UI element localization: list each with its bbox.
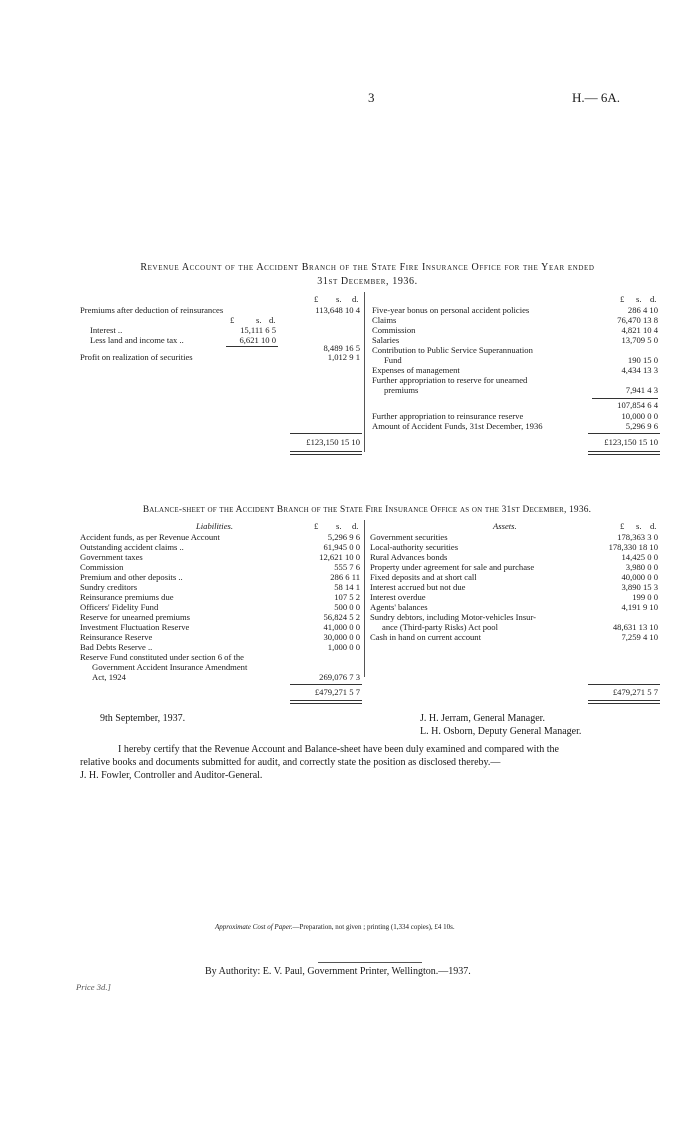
- inner-s-header: s.: [256, 315, 262, 325]
- liability-amount: 30,000 0 0: [323, 632, 360, 642]
- premiums-label: Premiums after deduction of reinsurances: [80, 305, 224, 315]
- assets-heading: Assets.: [493, 521, 517, 531]
- general-manager: J. H. Jerram, General Manager.: [420, 713, 545, 724]
- liability-label: Government Accident Insurance Amendment: [92, 662, 248, 672]
- cost-text: —Preparation, not given ; printing (1,334 copies), £4 10s.: [292, 923, 455, 931]
- bal-left-s-header: s.: [336, 521, 342, 531]
- bal-right-s-header: s.: [636, 521, 642, 531]
- assets-total-rule-bottom: [588, 700, 660, 701]
- bal-right-pound-header: £: [620, 521, 625, 531]
- asset-amount: 7,259 4 10: [621, 632, 658, 642]
- fund-label: Fund: [384, 355, 402, 365]
- liability-amount: 41,000 0 0: [323, 622, 360, 632]
- rev-right-total-rule-bottom: [588, 451, 660, 452]
- premiums-amount: 113,648 10 4: [315, 305, 360, 315]
- balance-center-rule: [364, 520, 365, 677]
- commission-label: Commission: [372, 325, 416, 335]
- liabilities-heading: Liabilities.: [196, 521, 234, 531]
- assets-total: £479,271 5 7: [612, 687, 658, 697]
- bal-left-d-header: d.: [352, 521, 359, 531]
- price: Price 3d.]: [76, 982, 111, 992]
- certificate-line2: relative books and documents submitted for audit, and correctly state the position as disclosed thereby.—: [80, 757, 501, 768]
- revenue-title-line1: Revenue Account of the Accident Branch of the State Fire Insurance Office for the Year ended: [140, 262, 595, 273]
- unearned-label: Further appropriation to reserve for unearned: [372, 375, 528, 385]
- salaries-amount: 13,709 5 0: [621, 335, 658, 345]
- interest-label: Interest ..: [90, 325, 123, 335]
- less-tax-label: Less land and income tax ..: [90, 335, 184, 345]
- rev-left-pound-header: £: [314, 294, 319, 304]
- asset-label: Fixed deposits and at short call: [370, 572, 477, 582]
- inner-d-header: d.: [269, 315, 276, 325]
- deputy-general-manager: L. H. Osborn, Deputy General Manager.: [420, 726, 582, 737]
- liability-label: Reserve for unearned premiums: [80, 612, 191, 622]
- cost-label: Approximate Cost of Paper.: [215, 923, 293, 931]
- superannuation-label: Contribution to Public Service Superannuation: [372, 345, 533, 355]
- asset-amount: 48,631 13 10: [612, 622, 658, 632]
- premiums-sub-label: premiums: [384, 385, 419, 395]
- rev-right-total-rule-double: [588, 454, 660, 455]
- liability-amount: 269,076 7 3: [319, 672, 360, 682]
- footer-rule: [318, 962, 422, 963]
- asset-label: Government securities: [370, 532, 448, 542]
- liability-label: Sundry creditors: [80, 582, 138, 592]
- unearned-amount: 7,941 4 3: [625, 385, 658, 395]
- asset-amount: 178,363 3 0: [617, 532, 658, 542]
- profit-amount: 1,012 9 1: [327, 352, 360, 362]
- inner-pound-header: £: [230, 315, 235, 325]
- asset-label: Cash in hand on current account: [370, 632, 481, 642]
- liability-amount: 58 14 1: [334, 582, 360, 592]
- liability-label: Outstanding accident claims ..: [80, 542, 184, 552]
- liabilities-total-rule-double: [290, 703, 362, 704]
- interest-underline: [226, 346, 278, 347]
- profit-label: Profit on realization of securities: [80, 352, 193, 362]
- bonus-label: Five-year bonus on personal accident policies: [372, 305, 530, 315]
- printer-authority: By Authority: E. V. Paul, Government Printer, Wellington.—1937.: [205, 966, 471, 977]
- asset-label: Rural Advances bonds: [370, 552, 448, 562]
- liability-label: Government taxes: [80, 552, 143, 562]
- revenue-title-line2: 31st December, 1936.: [317, 276, 418, 287]
- less-tax-amount: 6,621 10 0: [239, 335, 276, 345]
- liabilities-total: £479,271 5 7: [314, 687, 360, 697]
- rev-left-s-header: s.: [336, 294, 342, 304]
- asset-label: Agents' balances: [370, 602, 428, 612]
- liability-label: Investment Fluctuation Reserve: [80, 622, 190, 632]
- liabilities-total-rule-top: [290, 684, 362, 685]
- bal-left-pound-header: £: [314, 521, 319, 531]
- expenses-label: Expenses of management: [372, 365, 460, 375]
- liability-amount: 61,945 0 0: [323, 542, 360, 552]
- revenue-center-rule: [364, 292, 365, 452]
- cost-of-paper: [215, 923, 455, 931]
- rev-right-total: £123,150 15 10: [604, 437, 658, 447]
- asset-amount: 4,191 9 10: [621, 602, 658, 612]
- further-reserve-amount: 10,000 0 0: [621, 411, 658, 421]
- document-reference: H.— 6A.: [572, 90, 621, 105]
- net-interest-amount: 8,489 16 5: [323, 343, 360, 353]
- assets-total-rule-top: [588, 684, 660, 685]
- rev-left-total: £123,150 15 10: [306, 437, 360, 447]
- liability-amount: 286 6 11: [330, 572, 360, 582]
- liability-label: Accident funds, as per Revenue Account: [80, 532, 220, 542]
- liability-amount: 12,621 10 0: [319, 552, 360, 562]
- accident-funds-label: Amount of Accident Funds, 31st December, 1936: [372, 421, 543, 431]
- claims-label: Claims: [372, 315, 397, 325]
- certificate-signature: J. H. Fowler, Controller and Auditor-General.: [80, 770, 263, 781]
- liability-amount: 500 0 0: [334, 602, 360, 612]
- rev-right-subtotal-rule: [592, 398, 658, 399]
- liability-amount: 1,000 0 0: [327, 642, 360, 652]
- fund-amount: 190 15 0: [627, 355, 658, 365]
- rev-right-subtotal: 107,854 6 4: [617, 400, 658, 410]
- rev-right-d-header: d.: [650, 294, 657, 304]
- rev-right-total-rule-top: [588, 433, 660, 434]
- liability-label: Reinsurance premiums due: [80, 592, 174, 602]
- asset-amount: 178,330 18 10: [608, 542, 658, 552]
- asset-amount: 40,000 0 0: [621, 572, 658, 582]
- rev-left-total-rule-double: [290, 454, 362, 455]
- rev-left-d-header: d.: [352, 294, 359, 304]
- asset-label: Property under agreement for sale and purchase: [370, 562, 535, 572]
- liability-label: Commission: [80, 562, 124, 572]
- signature-date: 9th September, 1937.: [100, 713, 186, 724]
- asset-amount: 3,890 15 3: [621, 582, 658, 592]
- asset-label: Local-authority securities: [370, 542, 459, 552]
- asset-amount: 3,980 0 0: [625, 562, 658, 572]
- liability-label: Reserve Fund constituted under section 6 of the: [80, 652, 244, 662]
- commission-amount: 4,821 10 4: [621, 325, 658, 335]
- accident-funds-amount: 5,296 9 6: [625, 421, 658, 431]
- liability-label: Officers' Fidelity Fund: [80, 602, 159, 612]
- asset-amount: 199 0 0: [632, 592, 658, 602]
- asset-label: Sundry debtors, including Motor-vehicles Insur-: [370, 612, 537, 622]
- rev-right-pound-header: £: [620, 294, 625, 304]
- asset-label: Interest accrued but not due: [370, 582, 466, 592]
- rev-left-total-rule-top: [290, 433, 362, 434]
- assets-total-rule-double: [588, 703, 660, 704]
- liability-amount: 107 5 2: [334, 592, 360, 602]
- balance-title: Balance-sheet of the Accident Branch of the State Fire Insurance Office as on the 31st December, 1936.: [142, 505, 592, 515]
- expenses-amount: 4,434 13 3: [621, 365, 658, 375]
- salaries-label: Salaries: [372, 335, 400, 345]
- asset-amount: 14,425 0 0: [621, 552, 658, 562]
- rev-left-total-rule-bottom: [290, 451, 362, 452]
- liability-amount: 56,824 5 2: [323, 612, 360, 622]
- liability-label: Reinsurance Reserve: [80, 632, 153, 642]
- liability-label: Bad Debts Reserve ..: [80, 642, 153, 652]
- rev-right-s-header: s.: [636, 294, 642, 304]
- bal-right-d-header: d.: [650, 521, 657, 531]
- bonus-amount: 286 4 10: [627, 305, 658, 315]
- page-number: 3: [368, 90, 375, 105]
- further-reserve-label: Further appropriation to reinsurance reserve: [372, 411, 524, 421]
- asset-label: Interest overdue: [370, 592, 426, 602]
- claims-amount: 76,470 13 8: [617, 315, 658, 325]
- liability-amount: 5,296 9 6: [327, 532, 360, 542]
- liability-label: Premium and other deposits ..: [80, 572, 183, 582]
- certificate-line1: I hereby certify that the Revenue Account and Balance-sheet have been duly examined and compared with the: [118, 744, 559, 755]
- liability-label: Act, 1924: [92, 672, 126, 682]
- asset-label: ance (Third-party Risks) Act pool: [382, 622, 498, 632]
- liability-amount: 555 7 6: [334, 562, 360, 572]
- liabilities-total-rule-bottom: [290, 700, 362, 701]
- interest-amount: 15,111 6 5: [240, 325, 276, 335]
